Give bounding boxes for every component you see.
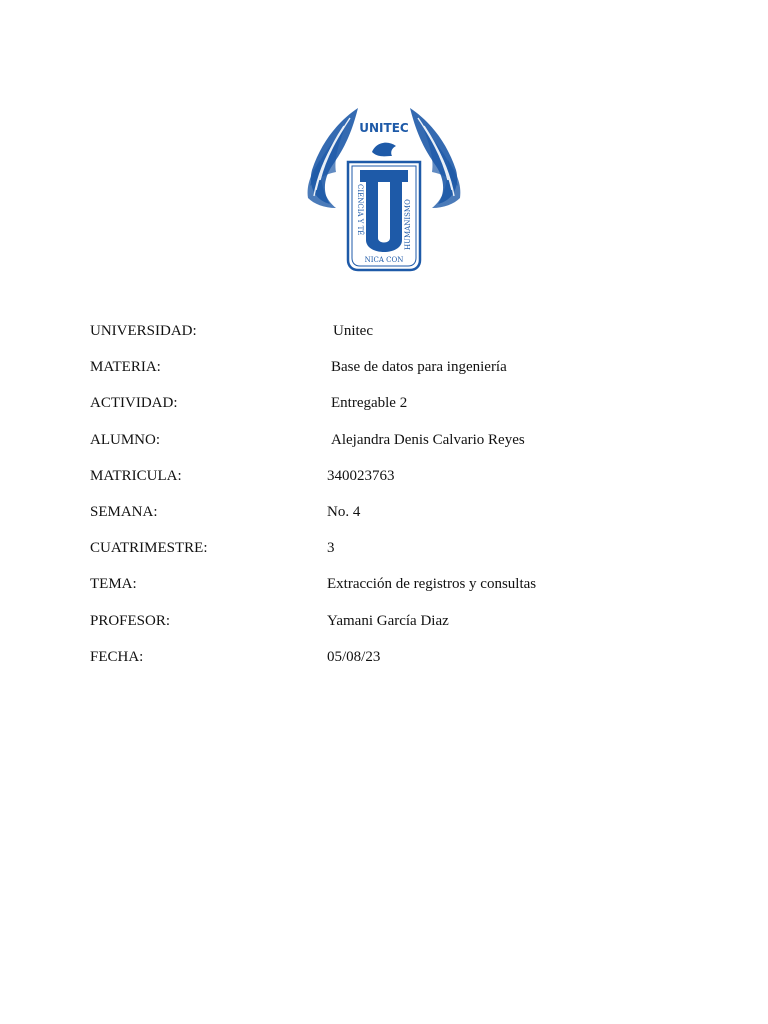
field-value: 3 [327,540,335,557]
field-value: Entregable 2 [331,395,408,412]
field-row-cuatrimestre [90,539,690,575]
unitec-logo-image [300,100,468,276]
svg-text:NICA CON: NICA CON [364,256,404,264]
field-row-universidad [90,322,690,358]
cover-info-table [90,322,690,684]
svg-text:HUMANISMO: HUMANISMO [404,199,412,250]
field-label: ALUMNO: [90,431,160,448]
field-value: Alejandra Denis Calvario Reyes [331,431,525,448]
field-label: MATERIA: [90,359,161,376]
field-label: ACTIVIDAD: [90,395,178,412]
logo-brand-text: UNITEC [359,121,409,135]
field-row-matricula [90,467,690,503]
field-value: No. 4 [327,503,361,520]
field-label: CUATRIMESTRE: [90,540,208,557]
svg-text:CIENCIA Y TÉ: CIENCIA Y TÉ [356,184,364,236]
field-value: 340023763 [327,467,395,484]
field-value: Yamani García Diaz [327,612,449,629]
field-value: Extracción de registros y consultas [327,576,537,593]
field-label: UNIVERSIDAD: [90,323,197,339]
field-value: Base de datos para ingeniería [331,359,507,376]
field-value: Unitec [333,323,373,339]
field-label: FECHA: [90,648,144,665]
field-label: MATRICULA: [90,467,182,484]
field-row-alumno [90,431,690,467]
field-row-tema [90,575,690,611]
field-label: TEMA: [90,576,137,593]
field-row-semana [90,503,690,539]
unitec-logo [300,100,468,276]
field-row-materia [90,358,690,394]
field-value: 05/08/23 [327,648,381,665]
field-label: PROFESOR: [90,612,171,629]
field-label: SEMANA: [90,503,158,520]
field-row-actividad [90,394,690,430]
field-row-fecha [90,648,690,684]
field-row-profesor [90,612,690,648]
